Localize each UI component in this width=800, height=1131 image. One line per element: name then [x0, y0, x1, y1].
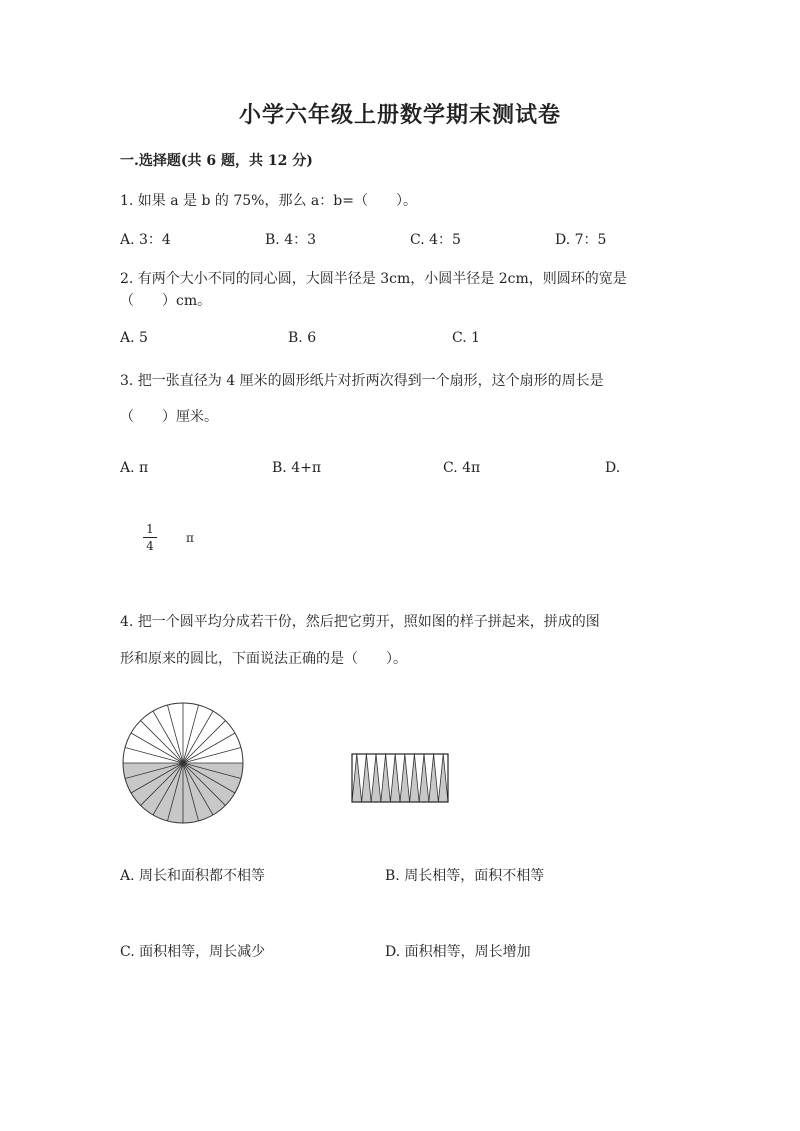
question-4-option-d[interactable]: D. 面积相等，周长增加	[385, 944, 531, 960]
question-4-stem-line2: 形和原来的圆比，下面说法正确的是（ ）。	[120, 651, 407, 667]
question-3-option-d[interactable]: D.	[605, 460, 621, 476]
shaded-sector-triangle	[429, 754, 439, 802]
question-4-option-b[interactable]: B. 周长相等，面积不相等	[385, 868, 545, 884]
sector-line	[183, 705, 199, 763]
question-1-stem: 1. 如果 a 是 b 的 75%，那么 a：b=（ ）。	[120, 193, 417, 209]
question-4-stem-line1: 4. 把一个圆平均分成若干份，然后把它剪开，照如图的样子拼起来，拼成的图	[120, 614, 600, 630]
question-4-option-c[interactable]: C. 面积相等，周长减少	[120, 944, 266, 960]
fraction-bar	[143, 537, 157, 538]
question-1-option-d[interactable]: D. 7：5	[555, 232, 607, 248]
question-4-option-a[interactable]: A. 周长和面积都不相等	[120, 868, 266, 884]
question-2-stem-line1: 2. 有两个大小不同的同心圆，大圆半径是 3cm，小圆半径是 2cm，则圆环的宽是	[120, 271, 627, 287]
question-1-option-b[interactable]: B. 4：3	[265, 232, 317, 248]
page-title: 小学六年级上册数学期末测试卷	[238, 102, 561, 128]
shaded-sector-triangle	[381, 754, 391, 802]
fraction-numerator: 1	[146, 522, 154, 536]
fraction-pi-suffix: π	[186, 531, 194, 545]
question-1-option-a[interactable]: A. 3：4	[120, 232, 171, 248]
shaded-sector-triangle	[352, 754, 362, 802]
question-3-option-b[interactable]: B. 4+π	[272, 460, 322, 476]
shaded-sector-triangle	[371, 754, 381, 802]
shaded-sector-triangle	[419, 754, 429, 802]
question-3-stem-line1: 3. 把一张直径为 4 厘米的圆形纸片对折两次得到一个扇形，这个扇形的周长是	[120, 373, 604, 389]
divided-circle-figure	[120, 700, 246, 826]
option-d-fraction	[143, 522, 157, 553]
question-3-option-c[interactable]: C. 4π	[443, 460, 481, 476]
sector-line	[183, 747, 241, 763]
sector-line	[125, 747, 183, 763]
question-3-stem-line2: （ ）厘米。	[120, 409, 218, 425]
sector-line	[167, 705, 183, 763]
shaded-sector-triangle	[438, 754, 448, 802]
shaded-sector-triangle	[410, 754, 420, 802]
shaded-sector-triangle	[362, 754, 372, 802]
question-1-option-c[interactable]: C. 4：5	[410, 232, 461, 248]
question-3-option-a[interactable]: A. π	[120, 460, 149, 476]
question-2-option-b[interactable]: B. 6	[288, 330, 317, 346]
rearranged-parallelogram-figure	[348, 750, 454, 806]
section-heading: 一.选择题(共 6 题，共 12 分)	[120, 153, 313, 169]
question-2-option-a[interactable]: A. 5	[120, 330, 148, 346]
question-2-stem-line2: （ ）cm。	[120, 293, 212, 309]
shaded-sector-triangle	[400, 754, 410, 802]
question-2-option-c[interactable]: C. 1	[452, 330, 481, 346]
fraction-denominator: 4	[146, 539, 154, 553]
shaded-sector-triangle	[390, 754, 400, 802]
